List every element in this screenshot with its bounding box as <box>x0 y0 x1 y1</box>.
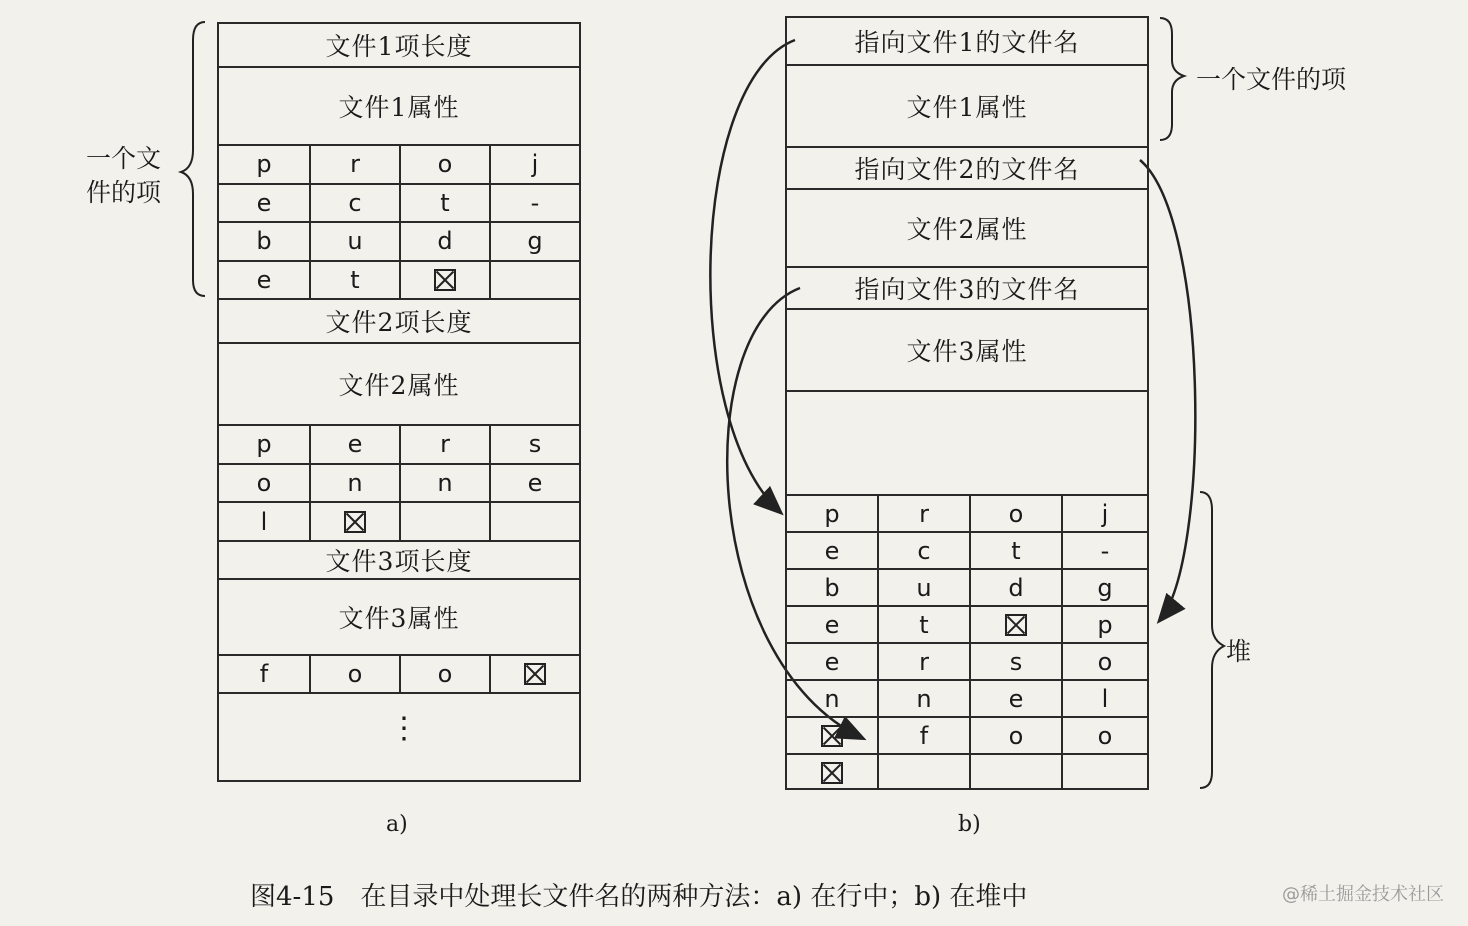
char-cell: l <box>1101 684 1109 713</box>
char-cell: d <box>401 223 491 260</box>
char-cell: e <box>219 185 311 222</box>
grid-row <box>787 753 1147 790</box>
a-ellipsis: ⋮ <box>389 711 419 746</box>
char-cell: g <box>527 227 543 256</box>
grid-row <box>787 679 1147 716</box>
char-cell: p <box>219 426 311 463</box>
b-file3-name-pointer: 指向文件3的文件名 <box>787 266 1147 308</box>
char-cell <box>879 755 971 790</box>
crossed-box-icon <box>821 725 843 747</box>
char-cell: n <box>401 465 491 502</box>
char-cell: t <box>311 262 401 299</box>
char-cell: e <box>787 607 879 642</box>
panel-b-table <box>785 16 1149 790</box>
char-cell: n <box>879 681 971 716</box>
a-caption: a) <box>386 812 408 837</box>
a-file3-attributes: 文件3属性 <box>219 578 579 654</box>
b-caption: b) <box>958 812 981 837</box>
grid-row <box>787 494 1147 531</box>
b-file3-attributes: 文件3属性 <box>787 308 1147 390</box>
char-cell: e <box>219 262 311 299</box>
char-cell: j <box>531 150 539 179</box>
char-cell: s <box>528 430 542 459</box>
char-cell: o <box>971 496 1063 531</box>
a-file1-attributes: 文件1属性 <box>219 66 579 144</box>
char-cell: e <box>971 681 1063 716</box>
char-cell: n <box>787 681 879 716</box>
char-cell: t <box>879 607 971 642</box>
b-file2-name-pointer: 指向文件2的文件名 <box>787 146 1147 188</box>
char-cell: u <box>311 223 401 260</box>
char-cell: c <box>879 533 971 568</box>
b-file1-attributes: 文件1属性 <box>787 64 1147 146</box>
grid-row <box>787 605 1147 642</box>
char-cell: o <box>401 656 491 692</box>
char-cell: b <box>219 223 311 260</box>
terminator-cell <box>787 755 879 790</box>
char-cell: f <box>879 718 971 753</box>
watermark: @稀土掘金技术社区 <box>1282 884 1444 905</box>
terminator-cell <box>787 718 879 753</box>
b-heap-label: 堆 <box>1226 637 1252 666</box>
char-cell: - <box>530 188 540 217</box>
char-cell: d <box>971 570 1063 605</box>
char-cell <box>1063 755 1147 790</box>
b-entry-brace-label: 一个文件的项 <box>1196 65 1347 94</box>
char-cell: - <box>1100 536 1110 565</box>
terminator-cell <box>971 607 1063 642</box>
char-cell: e <box>787 644 879 679</box>
grid-row <box>787 531 1147 568</box>
a-file1-length: 文件1项长度 <box>325 32 473 61</box>
a-entry-brace-label: 一个文 件的项 <box>86 144 162 207</box>
a-file2-length: 文件2项长度 <box>219 298 579 342</box>
char-cell: r <box>879 644 971 679</box>
char-cell: e <box>311 426 401 463</box>
char-cell: p <box>1097 610 1113 639</box>
crossed-box-icon <box>1005 614 1027 636</box>
char-cell: j <box>1101 499 1109 528</box>
char-cell: o <box>971 718 1063 753</box>
a-file2-attributes: 文件2属性 <box>219 342 579 424</box>
char-cell: o <box>401 146 491 183</box>
char-cell: l <box>219 503 311 540</box>
figure-title: 图4-15 在目录中处理长文件名的两种方法：a) 在行中；b) 在堆中 <box>250 882 1028 912</box>
char-cell: f <box>219 656 311 692</box>
char-cell: o <box>219 465 311 502</box>
char-cell <box>971 755 1063 790</box>
char-cell: r <box>879 496 971 531</box>
char-cell: b <box>787 570 879 605</box>
char-cell: e <box>787 533 879 568</box>
char-cell: p <box>787 496 879 531</box>
char-cell: r <box>401 426 491 463</box>
char-cell: o <box>311 656 401 692</box>
a-file3-length: 文件3项长度 <box>219 540 579 578</box>
b-file1-name-pointer: 指向文件1的文件名 <box>854 28 1080 57</box>
char-cell: r <box>311 146 401 183</box>
char-cell: o <box>1097 721 1113 750</box>
char-cell: u <box>879 570 971 605</box>
crossed-box-icon <box>821 762 843 784</box>
char-cell: c <box>311 185 401 222</box>
char-cell: e <box>527 469 543 498</box>
char-cell: g <box>1097 573 1113 602</box>
b-empty-row <box>787 390 1147 494</box>
char-cell: o <box>1097 647 1113 676</box>
char-cell: t <box>971 533 1063 568</box>
b-file2-attributes: 文件2属性 <box>787 188 1147 266</box>
char-cell: s <box>971 644 1063 679</box>
char-cell: p <box>219 146 311 183</box>
char-cell: t <box>401 185 491 222</box>
grid-row <box>787 716 1147 753</box>
grid-row <box>787 642 1147 679</box>
grid-row <box>787 568 1147 605</box>
char-cell: n <box>311 465 401 502</box>
